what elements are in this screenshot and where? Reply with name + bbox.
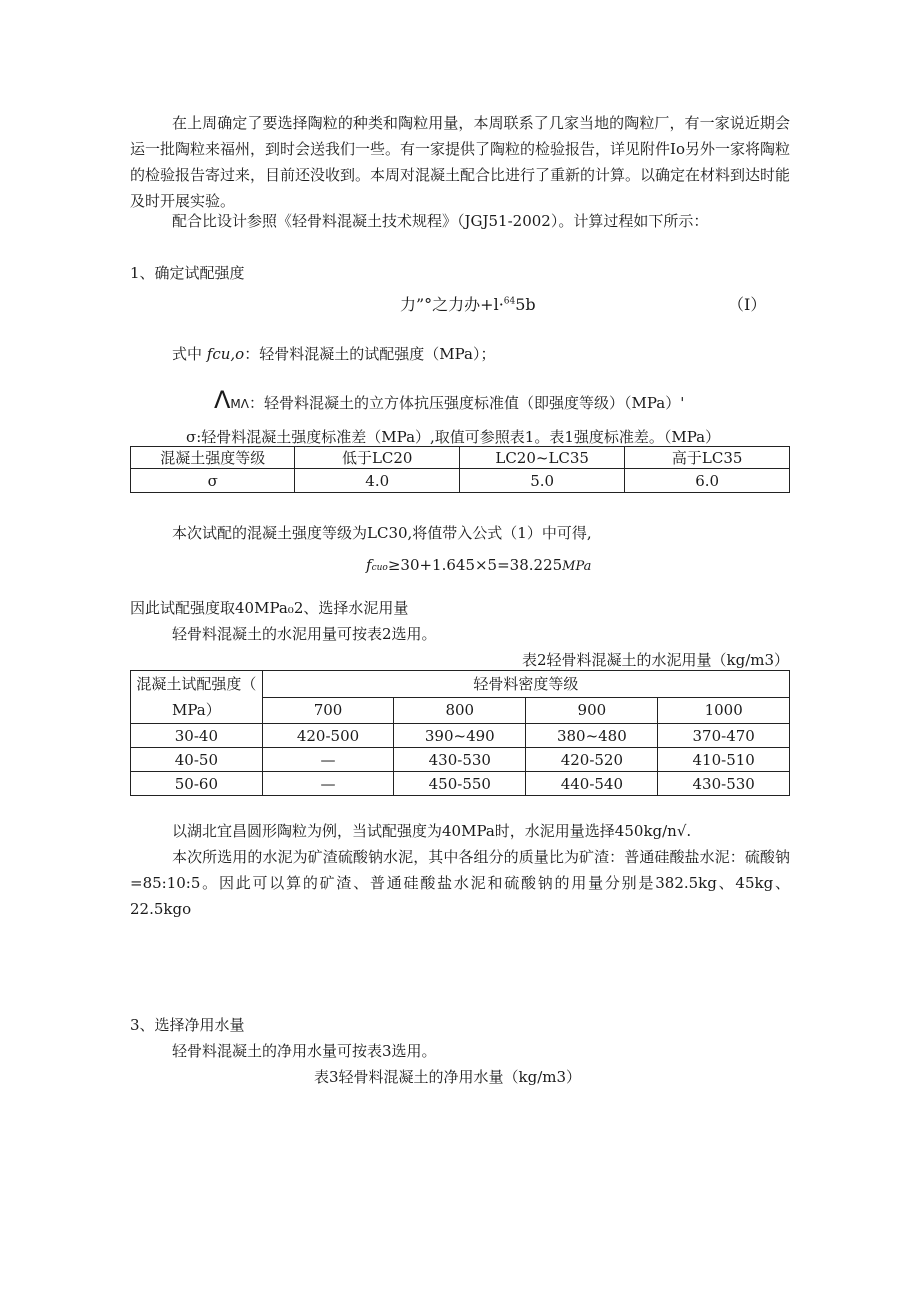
table2-cell: 390~490 [394, 724, 526, 748]
calc-unit: MPa [562, 559, 592, 574]
table1-cell: 6.0 [625, 469, 790, 493]
table2-cell: 420-520 [526, 748, 658, 772]
table1-cell: 4.0 [295, 469, 460, 493]
table2-cell: 40-50 [131, 748, 263, 772]
formula-main: 力”°之力办+l· [400, 295, 504, 314]
definition-symbol-sub: MΛ [230, 397, 249, 411]
definition-text-2: ：轻骨料混凝土的立方体抗压强度标准值（即强度等级）（MPa）' [248, 394, 685, 412]
table2-row-header [131, 671, 263, 724]
table-row [131, 748, 790, 772]
table2-density-header: 1000 [658, 697, 790, 724]
table2-cell: 450-550 [394, 772, 526, 796]
table1-header-cell: LC20~LC35 [460, 447, 625, 469]
formula-number: （I） [728, 295, 767, 314]
definition-prefix: 式中 [172, 345, 203, 363]
definition-sigma: σ:轻骨料混凝土强度标准差（MPa）,取值可参照表1。表1强度标准差。（MPa） [186, 428, 721, 446]
table-2-cement-amount [130, 670, 790, 796]
table3-caption: 表3轻骨料混凝土的净用水量（kg∕m3） [314, 1068, 582, 1086]
section2-paragraph-1: 以湖北宜昌圆形陶粒为例，当试配强度为40MPa时，水泥用量选择450kg∕n√. [172, 822, 692, 840]
calc-expression: ≥30+1.645×5=38.225 [387, 556, 563, 574]
definition-fcu-o [172, 343, 495, 364]
table2-cell: 370-470 [658, 724, 790, 748]
table2-caption: 表2轻骨料混凝土的水泥用量（kg∕m3） [522, 651, 790, 669]
calc-intro: 本次试配的混凝土强度等级为LC30,将值带入公式（1）中可得, [172, 524, 592, 542]
table2-group-header: 轻骨料密度等级 [262, 671, 789, 698]
table2-row-header-line1: 混凝土试配强度（ [136, 675, 257, 693]
table-row [131, 772, 790, 796]
formula-tail: 5b [515, 295, 536, 314]
table2-cell: 410-510 [658, 748, 790, 772]
section1-heading: 1、确定试配强度 [130, 264, 245, 282]
formula-1 [400, 292, 536, 315]
table2-cell: 380~480 [526, 724, 658, 748]
table-1-strength-std [130, 446, 790, 493]
table1-header-cell: 高于LC35 [625, 447, 790, 469]
table2-cell: — [262, 748, 394, 772]
section2-heading: 因此试配强度取40MPa₀2、选择水泥用量 [130, 599, 409, 617]
table2-row-header-line2: MPa） [172, 701, 221, 719]
table2-cell: 30-40 [131, 724, 263, 748]
intro-paragraph-1: 在上周确定了要选择陶粒的种类和陶粒用量，本周联系了几家当地的陶粒厂，有一家说近期会运一批陶粒来福州，到时会送我们一些。有一家提供了陶粒的检验报告，详见附件Io另外一家将陶粒的检验报告寄过来，目前还没收到。本周对混凝土配合比进行了重新的计算。以确定在材料到达时能及时开展实验。 [130, 114, 791, 210]
table1-header-cell: 低于LC20 [295, 447, 460, 469]
calc-f: f [366, 556, 372, 574]
table1-header-cell: 混凝土强度等级 [131, 447, 295, 469]
table1-cell: σ [131, 469, 295, 493]
section3-intro: 轻骨料混凝土的净用水量可按表3选用。 [172, 1042, 437, 1060]
section2-intro: 轻骨料混凝土的水泥用量可按表2选用。 [172, 625, 437, 643]
table1-cell: 5.0 [460, 469, 625, 493]
table2-cell: — [262, 772, 394, 796]
table2-cell: 440-540 [526, 772, 658, 796]
table2-density-header: 900 [526, 697, 658, 724]
table2-cell: 50-60 [131, 772, 263, 796]
formula-superscript: 64 [503, 296, 516, 307]
table2-density-header: 700 [262, 697, 394, 724]
section3-heading: 3、选择净用水量 [130, 1016, 245, 1034]
table2-cell: 430-530 [394, 748, 526, 772]
definition-symbol-lambda: Λ [214, 386, 231, 414]
intro-paragraph-2: 配合比设计参照《轻骨料混凝土技术规程》（JGJ51-2002）。计算过程如下所示： [172, 212, 709, 230]
definition-fcu-k [214, 386, 684, 414]
table2-cell: 430-530 [658, 772, 790, 796]
section2-paragraph-2: 本次所选用的水泥为矿渣硫酸钠水泥，其中各组分的质量比为矿渣：普通硅酸盐水泥：硫酸钠=85:10:5。因此可以算的矿渣、普通硅酸盐水泥和硫酸钠的用量分别是382.5kg、45kg、22.5kgo [130, 848, 790, 918]
calc-f-sub: cuo [371, 563, 388, 573]
definition-text: ：轻骨料混凝土的试配强度（MPa）； [244, 345, 496, 363]
definition-symbol: fcu,o [206, 345, 245, 363]
table2-cell: 420-500 [262, 724, 394, 748]
table-row [131, 724, 790, 748]
calc-result [366, 556, 591, 574]
table2-density-header: 800 [394, 697, 526, 724]
